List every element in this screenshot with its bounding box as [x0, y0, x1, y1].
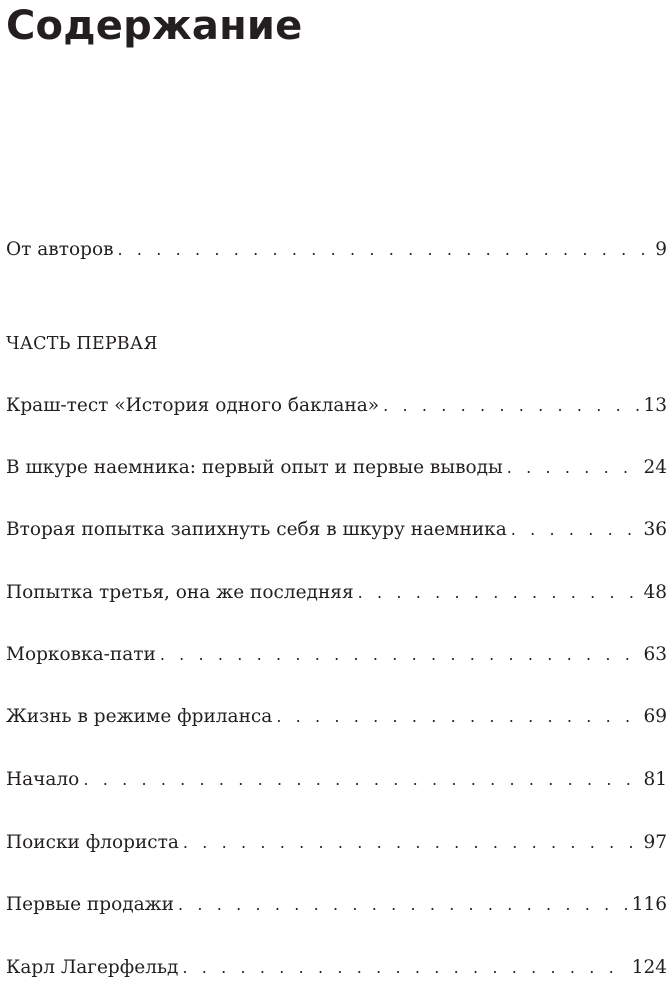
toc-entry-title: Начало — [6, 769, 80, 790]
toc-entry[interactable] — [6, 766, 667, 794]
toc-entry-page: 48 — [643, 582, 667, 603]
dot-leader — [118, 236, 652, 264]
toc-entry-page: 36 — [643, 519, 667, 540]
toc-entry-title: Поиски флориста — [6, 832, 179, 853]
toc-entry-title: В шкуре наемника: первый опыт и первые выводы — [6, 457, 503, 478]
toc-entry-page: 81 — [643, 769, 667, 790]
toc-entry[interactable] — [6, 891, 667, 919]
toc-entry-page: 116 — [631, 894, 667, 915]
dot-leader — [160, 641, 640, 669]
toc-entry-title: Жизнь в режиме фриланса — [6, 706, 273, 727]
page-title: Содержание — [6, 3, 303, 49]
toc-entry-page: 69 — [643, 706, 667, 727]
dot-leader — [507, 454, 640, 482]
dot-leader — [276, 703, 639, 731]
toc-entry[interactable] — [6, 703, 667, 731]
toc-entry-page: 97 — [643, 832, 667, 853]
toc-entry[interactable] — [6, 454, 667, 482]
toc-entry-title: Карл Лагерфельд — [6, 957, 179, 978]
dot-leader — [178, 891, 628, 919]
toc-entry-title: Вторая попытка запихнуть себя в шкуру наемника — [6, 519, 507, 540]
toc-entry-page: 24 — [643, 457, 667, 478]
dot-leader — [358, 579, 640, 607]
toc-entry[interactable] — [6, 392, 667, 420]
toc-entry[interactable] — [6, 954, 667, 982]
part-heading: ЧАСТЬ ПЕРВАЯ — [6, 334, 158, 354]
toc-entry[interactable] — [6, 579, 667, 607]
dot-leader — [511, 516, 640, 544]
dot-leader — [383, 392, 639, 420]
toc-entry[interactable] — [6, 516, 667, 544]
toc-entry[interactable] — [6, 829, 667, 857]
toc-entry-page: 63 — [643, 644, 667, 665]
dot-leader — [83, 766, 639, 794]
dot-leader — [183, 829, 640, 857]
toc-entry-page: 9 — [655, 239, 667, 260]
toc-entry-title: Попытка третья, она же последняя — [6, 582, 354, 603]
toc-entry-title: От авторов — [6, 239, 114, 260]
toc-entry-page: 13 — [643, 395, 667, 416]
toc-entry[interactable] — [6, 641, 667, 669]
dot-leader — [182, 954, 627, 982]
toc-entry-preface[interactable] — [6, 236, 667, 264]
toc-entry-title: Первые продажи — [6, 894, 174, 915]
toc-entry-title: Краш-тест «История одного баклана» — [6, 395, 380, 416]
toc-entry-title: Морковка-пати — [6, 644, 156, 665]
toc-entry-page: 124 — [631, 957, 667, 978]
